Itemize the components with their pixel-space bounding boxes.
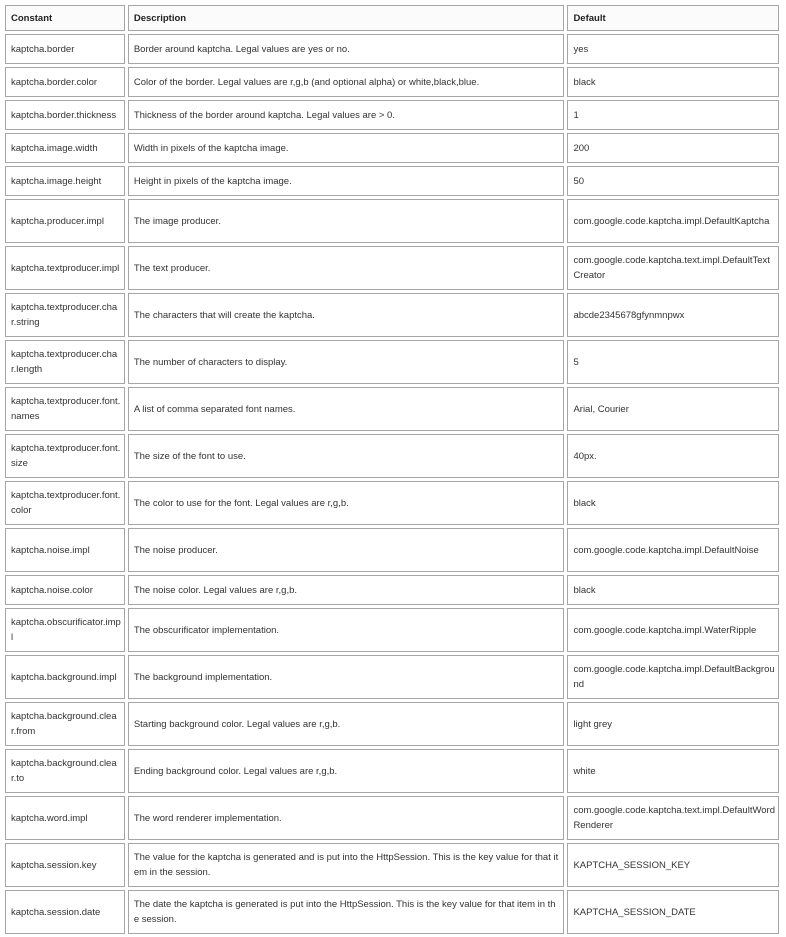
table-row bbox=[5, 387, 779, 431]
column-header-constant: Constant bbox=[5, 5, 125, 31]
constant-cell: kaptcha.background.clear.from bbox=[5, 702, 125, 746]
description-cell: The number of characters to display. bbox=[128, 340, 565, 384]
table-row bbox=[5, 528, 779, 572]
table-row bbox=[5, 796, 779, 840]
default-cell: Arial, Courier bbox=[567, 387, 779, 431]
constant-cell: kaptcha.border bbox=[5, 34, 125, 64]
description-cell: Border around kaptcha. Legal values are yes or no. bbox=[128, 34, 565, 64]
description-cell: The text producer. bbox=[128, 246, 565, 290]
default-cell: 200 bbox=[567, 133, 779, 163]
config-table bbox=[2, 2, 782, 937]
description-cell: The word renderer implementation. bbox=[128, 796, 565, 840]
table-row bbox=[5, 100, 779, 130]
default-cell: yes bbox=[567, 34, 779, 64]
column-header-default: Default bbox=[567, 5, 779, 31]
table-row bbox=[5, 434, 779, 478]
constant-cell: kaptcha.textproducer.char.length bbox=[5, 340, 125, 384]
description-cell: Color of the border. Legal values are r,g,b (and optional alpha) or white,black,blue. bbox=[128, 67, 565, 97]
default-cell: com.google.code.kaptcha.text.impl.DefaultTextCreator bbox=[567, 246, 779, 290]
table-row bbox=[5, 166, 779, 196]
constant-cell: kaptcha.session.date bbox=[5, 890, 125, 934]
default-cell: black bbox=[567, 67, 779, 97]
default-cell: com.google.code.kaptcha.text.impl.DefaultWordRenderer bbox=[567, 796, 779, 840]
description-cell: The value for the kaptcha is generated and is put into the HttpSession. This is the key value for that item in the session. bbox=[128, 843, 565, 887]
constant-cell: kaptcha.textproducer.font.color bbox=[5, 481, 125, 525]
description-cell: Height in pixels of the kaptcha image. bbox=[128, 166, 565, 196]
description-cell: The date the kaptcha is generated is put into the HttpSession. This is the key value for that item in the session. bbox=[128, 890, 565, 934]
table-row bbox=[5, 67, 779, 97]
default-cell: com.google.code.kaptcha.impl.DefaultKaptcha bbox=[567, 199, 779, 243]
default-cell: 5 bbox=[567, 340, 779, 384]
description-cell: The obscurificator implementation. bbox=[128, 608, 565, 652]
table-row bbox=[5, 575, 779, 605]
table-row bbox=[5, 749, 779, 793]
default-cell: com.google.code.kaptcha.impl.DefaultNoise bbox=[567, 528, 779, 572]
table-row bbox=[5, 608, 779, 652]
description-cell: The noise color. Legal values are r,g,b. bbox=[128, 575, 565, 605]
constant-cell: kaptcha.image.height bbox=[5, 166, 125, 196]
constant-cell: kaptcha.image.width bbox=[5, 133, 125, 163]
default-cell: KAPTCHA_SESSION_KEY bbox=[567, 843, 779, 887]
table-row bbox=[5, 481, 779, 525]
constant-cell: kaptcha.background.clear.to bbox=[5, 749, 125, 793]
description-cell: A list of comma separated font names. bbox=[128, 387, 565, 431]
constant-cell: kaptcha.textproducer.char.string bbox=[5, 293, 125, 337]
default-cell: com.google.code.kaptcha.impl.WaterRipple bbox=[567, 608, 779, 652]
constant-cell: kaptcha.word.impl bbox=[5, 796, 125, 840]
table-row bbox=[5, 133, 779, 163]
description-cell: Ending background color. Legal values are r,g,b. bbox=[128, 749, 565, 793]
constant-cell: kaptcha.textproducer.font.names bbox=[5, 387, 125, 431]
default-cell: 40px. bbox=[567, 434, 779, 478]
default-cell: black bbox=[567, 575, 779, 605]
constant-cell: kaptcha.noise.color bbox=[5, 575, 125, 605]
description-cell: The color to use for the font. Legal values are r,g,b. bbox=[128, 481, 565, 525]
description-cell: Width in pixels of the kaptcha image. bbox=[128, 133, 565, 163]
default-cell: black bbox=[567, 481, 779, 525]
table-row bbox=[5, 34, 779, 64]
table-row bbox=[5, 702, 779, 746]
default-cell: 1 bbox=[567, 100, 779, 130]
default-cell: abcde2345678gfynmnpwx bbox=[567, 293, 779, 337]
description-cell: The background implementation. bbox=[128, 655, 565, 699]
default-cell: com.google.code.kaptcha.impl.DefaultBackground bbox=[567, 655, 779, 699]
column-header-description: Description bbox=[128, 5, 565, 31]
table-row bbox=[5, 843, 779, 887]
default-cell: white bbox=[567, 749, 779, 793]
constant-cell: kaptcha.session.key bbox=[5, 843, 125, 887]
constant-cell: kaptcha.border.color bbox=[5, 67, 125, 97]
table-row bbox=[5, 890, 779, 934]
header-row bbox=[5, 5, 779, 31]
description-cell: The size of the font to use. bbox=[128, 434, 565, 478]
constant-cell: kaptcha.obscurificator.impl bbox=[5, 608, 125, 652]
default-cell: KAPTCHA_SESSION_DATE bbox=[567, 890, 779, 934]
constant-cell: kaptcha.producer.impl bbox=[5, 199, 125, 243]
description-cell: The image producer. bbox=[128, 199, 565, 243]
constant-cell: kaptcha.border.thickness bbox=[5, 100, 125, 130]
table-row bbox=[5, 340, 779, 384]
constant-cell: kaptcha.textproducer.impl bbox=[5, 246, 125, 290]
description-cell: The characters that will create the kaptcha. bbox=[128, 293, 565, 337]
constant-cell: kaptcha.noise.impl bbox=[5, 528, 125, 572]
table-row bbox=[5, 293, 779, 337]
table-row bbox=[5, 246, 779, 290]
default-cell: 50 bbox=[567, 166, 779, 196]
description-cell: The noise producer. bbox=[128, 528, 565, 572]
table-row bbox=[5, 199, 779, 243]
constant-cell: kaptcha.background.impl bbox=[5, 655, 125, 699]
description-cell: Thickness of the border around kaptcha. Legal values are > 0. bbox=[128, 100, 565, 130]
description-cell: Starting background color. Legal values are r,g,b. bbox=[128, 702, 565, 746]
default-cell: light grey bbox=[567, 702, 779, 746]
constant-cell: kaptcha.textproducer.font.size bbox=[5, 434, 125, 478]
table-row bbox=[5, 655, 779, 699]
